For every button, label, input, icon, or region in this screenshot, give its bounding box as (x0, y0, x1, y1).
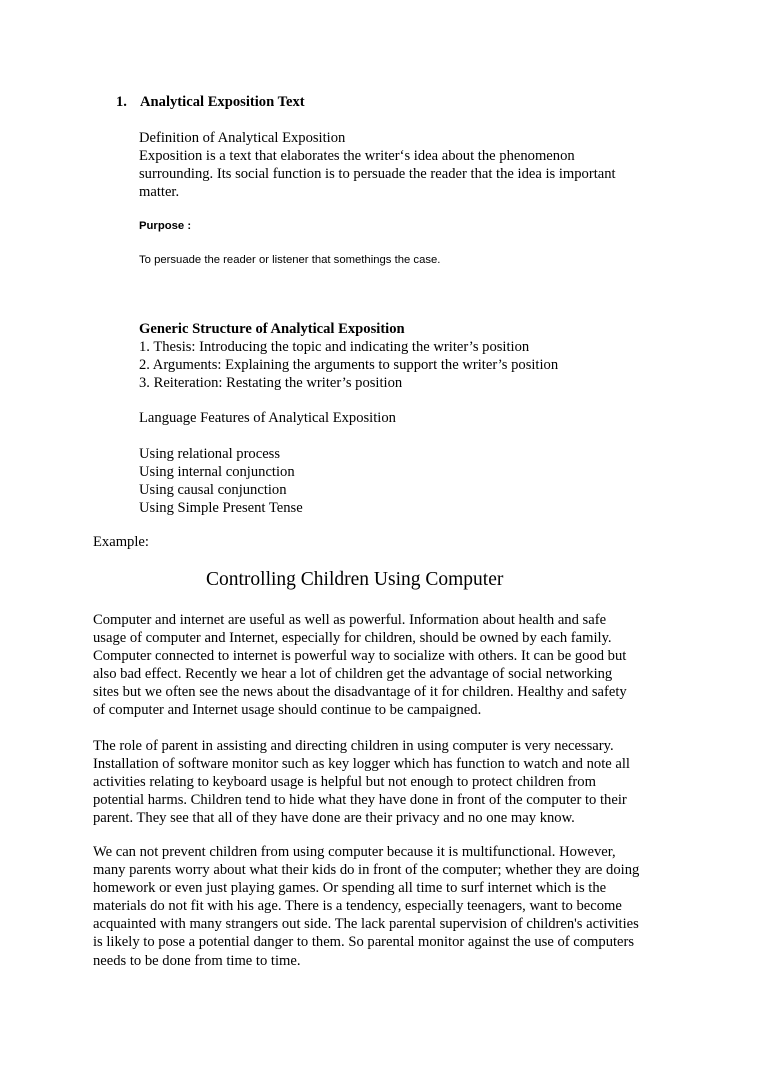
language-features-heading: Language Features of Analytical Exposition (139, 410, 396, 426)
paragraph-line: usage of computer and Internet, especially for children, should be owned by each family. (93, 630, 612, 647)
structure-item: 2. Arguments: Explaining the arguments to support the writer’s position (139, 357, 559, 373)
definition-line: Exposition is a text that elaborates the writer‘s idea about the phenomenon (139, 148, 575, 164)
section-title: Analytical Exposition Text (140, 94, 305, 110)
paragraph-line: parent. They see that all of they have done are their privacy and no one may know. (93, 810, 575, 827)
generic-structure-block (139, 320, 659, 392)
purpose-text: To persuade the reader or listener that somethings the case. (139, 254, 441, 266)
section-heading (116, 93, 305, 111)
paragraph-line: homework or even just playing games. Or spending all time to surf internet which is the (93, 880, 607, 897)
paragraph-line: We can not prevent children from using computer because it is multifunctional. However, (93, 844, 616, 860)
language-feature-item: Using causal conjunction (139, 482, 287, 498)
purpose-label: Purpose : (139, 220, 192, 232)
language-feature-item: Using relational process (139, 446, 281, 462)
paragraph-line: acquainted with many strangers out side. The lack parental supervision of children's activities (93, 916, 639, 933)
paragraph-line: Computer connected to internet is powerful way to socialize with others. It can be good but (93, 648, 627, 665)
definition-line: matter. (139, 184, 180, 200)
generic-structure-heading: Generic Structure of Analytical Exposition (139, 321, 405, 337)
paragraph-line: is likely to pose a potential danger to them. So parental monitor against the use of computers (93, 934, 635, 951)
paragraph-line: The role of parent in assisting and directing children in using computer is very necessary. (93, 738, 614, 754)
essay-title: Controlling Children Using Computer (206, 569, 504, 590)
language-feature-item: Using Simple Present Tense (139, 500, 303, 516)
paragraph-line: Computer and internet are useful as well as powerful. Information about health and safe (93, 612, 607, 628)
definition-line: surrounding. Its social function is to persuade the reader that the idea is important (139, 166, 616, 182)
paragraph-line: also bad effect. Recently we hear a lot of children get the advantage of social networking (93, 666, 613, 683)
definition-block (139, 129, 659, 201)
paragraph-line: materials do not fit with his age. There is a tendency, especially teenagers, want to become (93, 898, 622, 915)
paragraph-line: needs to be done from time to time. (93, 952, 301, 969)
example-label: Example: (93, 534, 149, 550)
language-feature-item: Using internal conjunction (139, 464, 295, 480)
paragraph-line: of computer and Internet usage should continue to be campaigned. (93, 702, 482, 719)
language-features-list (139, 445, 659, 517)
essay-paragraph-2 (93, 737, 683, 827)
section-number: 1. (116, 94, 127, 110)
paragraph-line: sites but we often see the news about the disadvantage of it for children. Healthy and safety (93, 684, 627, 701)
paragraph-line: potential harms. Children tend to hide what they have done in front of the computer to their (93, 792, 627, 809)
structure-item: 1. Thesis: Introducing the topic and indicating the writer’s position (139, 339, 530, 355)
paragraph-line: Installation of software monitor such as key logger which has function to watch and note all (93, 756, 630, 773)
structure-item: 3. Reiteration: Restating the writer’s position (139, 375, 403, 391)
paragraph-line: many parents worry about what their kids do in front of the computer; whether they are doing (93, 862, 640, 879)
definition-heading: Definition of Analytical Exposition (139, 130, 346, 146)
essay-paragraph-3 (93, 843, 683, 970)
paragraph-line: activities relating to keyboard usage is helpful but not enough to protect children from (93, 774, 596, 791)
essay-paragraph-1 (93, 611, 683, 720)
